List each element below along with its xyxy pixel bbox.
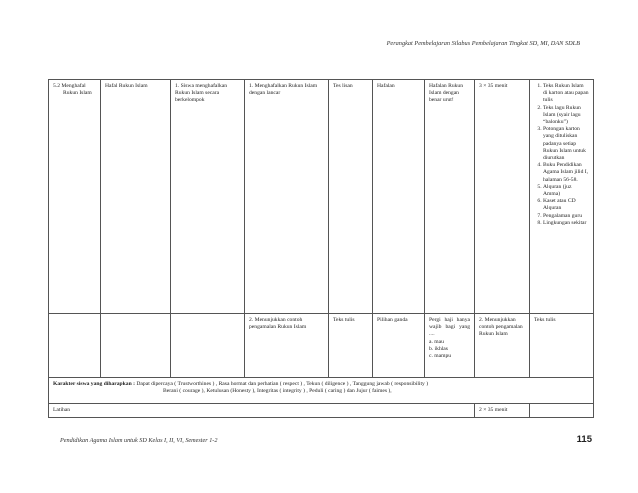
teknik-cell: Tes lisan — [329, 80, 373, 314]
materi-cell: Hafal Rukun Islam — [101, 80, 171, 314]
syllabus-table — [48, 79, 594, 418]
table-row — [49, 404, 594, 418]
list-item: 7. Pengalaman guru — [543, 213, 589, 220]
latihan-cell: Latihan — [49, 404, 475, 418]
option-b: b. ikhlas — [429, 345, 448, 352]
list-item: 8. Lingkungan sekitar — [543, 220, 589, 227]
table-row — [49, 314, 594, 378]
bentuk-cell: Pilihan ganda — [373, 314, 425, 378]
list-item: 4. Buku Pendidikan Agama Islam jilid I, halaman 56-58. — [543, 162, 589, 184]
list-item: 2. Teks lagu Rukun Islam (syair lagu “balonku”) — [543, 105, 589, 127]
indikator-cell: 1. Menghafalkan Rukun Islam dengan lancar — [245, 80, 329, 314]
karakter-label: Karakter siswa yang diharapkan — [53, 381, 132, 387]
page-number: 115 — [576, 434, 592, 445]
empty-cell — [530, 404, 594, 418]
table-row — [49, 378, 594, 404]
waktu-cell: 2. Menunjukkan contoh pengamalan Rukun Islam — [475, 314, 530, 378]
kd-text: Rukun Islam — [63, 90, 92, 97]
karakter-colon: : — [133, 381, 135, 387]
option-a: a. mau — [429, 338, 444, 345]
empty-cell — [171, 314, 245, 378]
running-header: Perangkat Pembelajaran Silabus Pembelajaran Tingkat SD, MI, DAN SDLB — [386, 40, 580, 47]
waktu-cell: 3 × 35 menit — [475, 80, 530, 314]
empty-cell — [49, 314, 101, 378]
latihan-waktu-cell: 2 × 35 menit — [475, 404, 530, 418]
kegiatan-cell: 1. Siswa menghafalkan Rukun Islam secara berkelompok — [171, 80, 245, 314]
sumber-cell: Teks tulis — [530, 314, 594, 378]
indikator-cell: 2. Menunjukkan contoh pengamalan Rukun Islam — [245, 314, 329, 378]
list-item: 6. Kaset atau CD Alquran — [543, 198, 589, 212]
footer-text: Pendidikan Agama Islam untuk SD Kelas I, II, VI, Semester 1-2 — [60, 437, 218, 444]
sumber-list — [534, 83, 589, 227]
instrumen-cell: Hafalan Rukun Islam dengan benar urut! — [425, 80, 475, 314]
karakter-values-1: Dapat dipercaya ( Trustworthines ) , Rasa hormat dan perhatian ( respect ) , Tekun ( diligence ) , Tanggung jawab ( responsibility ) — [136, 381, 429, 387]
sumber-cell — [530, 80, 594, 314]
empty-cell — [101, 314, 171, 378]
list-item: 1. Teks Rukun Islam di karton atau papan tulis — [543, 83, 589, 105]
instrumen-cell — [425, 314, 475, 378]
list-item: 5. Alquran (juz Amma) — [543, 184, 589, 198]
karakter-cell — [49, 378, 594, 404]
question-text: Pergi haji hanya wajib bagi yang .... — [429, 317, 470, 338]
table-row — [49, 80, 594, 314]
option-c: c. mampu — [429, 353, 452, 360]
kompetensi-dasar-cell — [49, 80, 101, 314]
teknik-cell: Teks tulis — [329, 314, 373, 378]
bentuk-cell: Hafalan — [373, 80, 425, 314]
kd-number: 5.2 Menghafal — [53, 83, 86, 89]
list-item: 3. Potongan karton yang dituliskan padanya setiap Rukun Islam untuk diurutkan — [543, 126, 589, 162]
karakter-values-2: Berani ( courage ), Ketulusan (Honesty ), Integritas ( integrity ) , Peduli ( caring ) dan Jujur ( faimes ), — [163, 388, 392, 395]
